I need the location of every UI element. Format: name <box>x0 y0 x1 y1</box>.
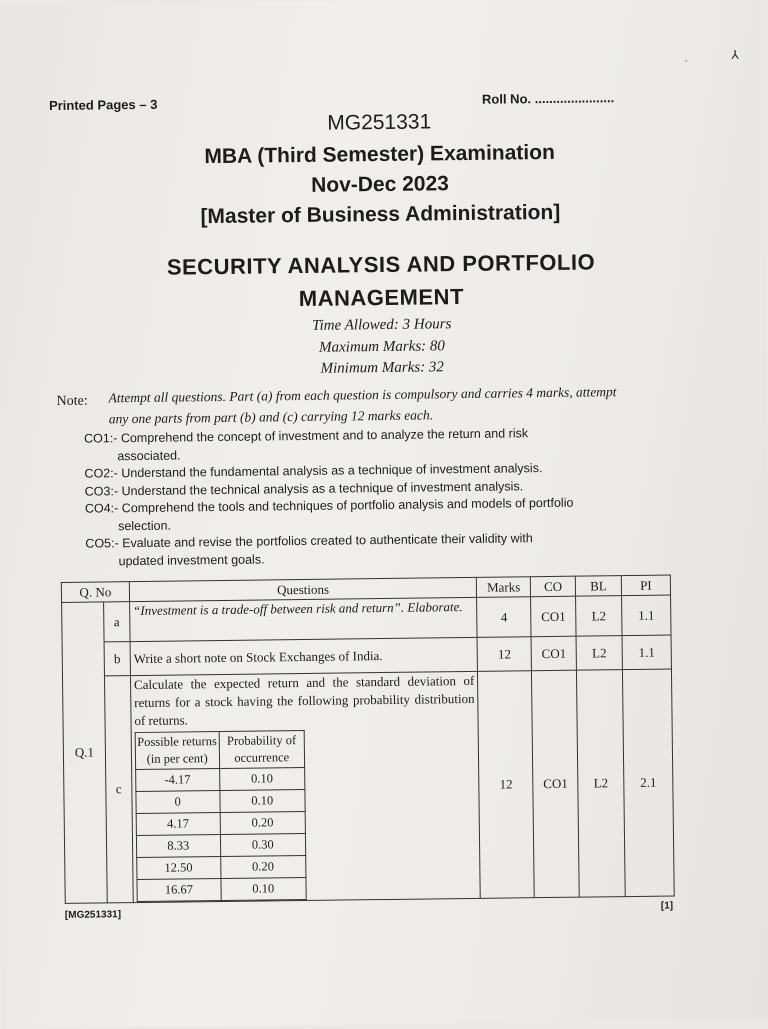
return-value: 12.50 <box>137 857 221 880</box>
paper-code: MG251331 <box>327 110 432 135</box>
bl-cell: L2 <box>577 670 626 898</box>
exam-session: Nov-Dec 2023 <box>310 172 450 197</box>
inner-header-row <box>135 730 304 769</box>
pi-cell: 2.1 <box>622 669 674 897</box>
note-text: Attempt all questions. Part (a) from each question is compulsory and carries 4 marks, attempt any one parts from part (b) and (c) carrying 12 marks each. <box>108 384 617 427</box>
co-cell: CO1 <box>531 636 576 671</box>
course-outcome-cont: updated investment goals. <box>118 551 265 568</box>
question-table <box>61 575 675 904</box>
bl-cell: L2 <box>576 596 622 637</box>
footer-paper-code: [MG251331] <box>64 909 122 921</box>
subject-title-line2: MANAGEMENT <box>298 284 465 312</box>
return-value: 16.67 <box>137 879 221 902</box>
probability-value: 0.10 <box>219 767 305 790</box>
col-header-bl: BL <box>575 576 621 597</box>
return-value: -4.17 <box>136 769 220 792</box>
part-label: b <box>104 642 130 676</box>
returns-header: Possible returns (in per cent) <box>135 732 219 770</box>
co-cell: CO1 <box>532 670 580 898</box>
pi-cell: 1.1 <box>622 635 671 670</box>
part-label: a <box>104 602 130 642</box>
col-header-qno: Q. No <box>61 582 129 603</box>
probability-table <box>135 730 307 902</box>
inner-row <box>136 833 305 857</box>
marks-cell: 12 <box>477 637 531 672</box>
inner-row <box>137 877 306 901</box>
footer-page-number: [1] <box>660 900 674 912</box>
time-allowed: Time Allowed: 3 Hours <box>311 316 452 334</box>
note-label: Note: <box>56 393 88 409</box>
maximum-marks: Maximum Marks: 80 <box>318 338 445 356</box>
course-outcome: CO4:- Comprehend the tools and techniques of portfolio analysis and models of portfolio <box>84 495 574 516</box>
programme-name: [Master of Business Administration] <box>200 200 561 229</box>
part-label: c <box>104 676 133 903</box>
subject-title-line1: SECURITY ANALYSIS AND PORTFOLIO <box>166 249 596 280</box>
probability-header: Probability of occurrence <box>219 730 305 768</box>
return-value: 4.17 <box>136 813 220 836</box>
probability-value: 0.30 <box>220 833 306 856</box>
probability-value: 0.20 <box>220 811 306 834</box>
marks-cell: 12 <box>478 671 535 899</box>
question-text: Write a short note on Stock Exchanges of India. <box>130 637 478 675</box>
exam-title: MBA (Third Semester) Examination <box>204 140 555 169</box>
roll-no-field: Roll No. ...................... <box>481 90 615 107</box>
course-outcome-cont: selection. <box>118 518 172 533</box>
stray-mark: ⅄ <box>731 47 739 62</box>
col-header-co: CO <box>531 576 576 597</box>
probability-value: 0.10 <box>221 877 307 900</box>
col-header-questions: Questions <box>129 577 477 601</box>
course-outcome-cont: associated. <box>117 447 181 463</box>
question-cell <box>130 671 480 902</box>
printed-pages: Printed Pages – 3 <box>48 96 158 114</box>
probability-value: 0.10 <box>219 789 305 812</box>
stray-mark: · <box>684 56 688 68</box>
course-outcome: CO2:- Understand the fundamental analysis as a technique of investment analysis. <box>84 461 543 481</box>
inner-row <box>137 855 306 879</box>
inner-row <box>136 767 305 791</box>
question-text: “Investment is a trade-off between risk and return”. Elaborate. <box>129 597 477 641</box>
question-number: Q.1 <box>62 602 108 903</box>
inner-row <box>136 811 305 835</box>
return-value: 8.33 <box>136 835 220 858</box>
bl-cell: L2 <box>576 636 622 671</box>
course-outcome: CO5:- Evaluate and revise the portfolios created to authenticate their validity with <box>85 531 533 551</box>
minimum-marks: Minimum Marks: 32 <box>320 359 444 377</box>
marks-cell: 4 <box>477 597 531 638</box>
return-value: 0 <box>136 791 220 814</box>
pi-cell: 1.1 <box>622 595 671 636</box>
co-cell: CO1 <box>531 596 576 637</box>
col-header-marks: Marks <box>477 577 531 598</box>
col-header-pi: PI <box>621 575 670 596</box>
table-row <box>62 669 674 903</box>
question-text: Calculate the expected return and the standard deviation of returns for a stock having the following probability distribution of returns. <box>133 672 475 729</box>
inner-row <box>136 789 305 813</box>
course-outcome: CO1:- Comprehend the concept of investment and to analyze the return and risk <box>83 426 529 446</box>
course-outcome: CO3:- Understand the technical analysis as a technique of investment analysis. <box>84 478 524 499</box>
course-outcomes <box>84 423 676 570</box>
probability-value: 0.20 <box>220 855 306 878</box>
